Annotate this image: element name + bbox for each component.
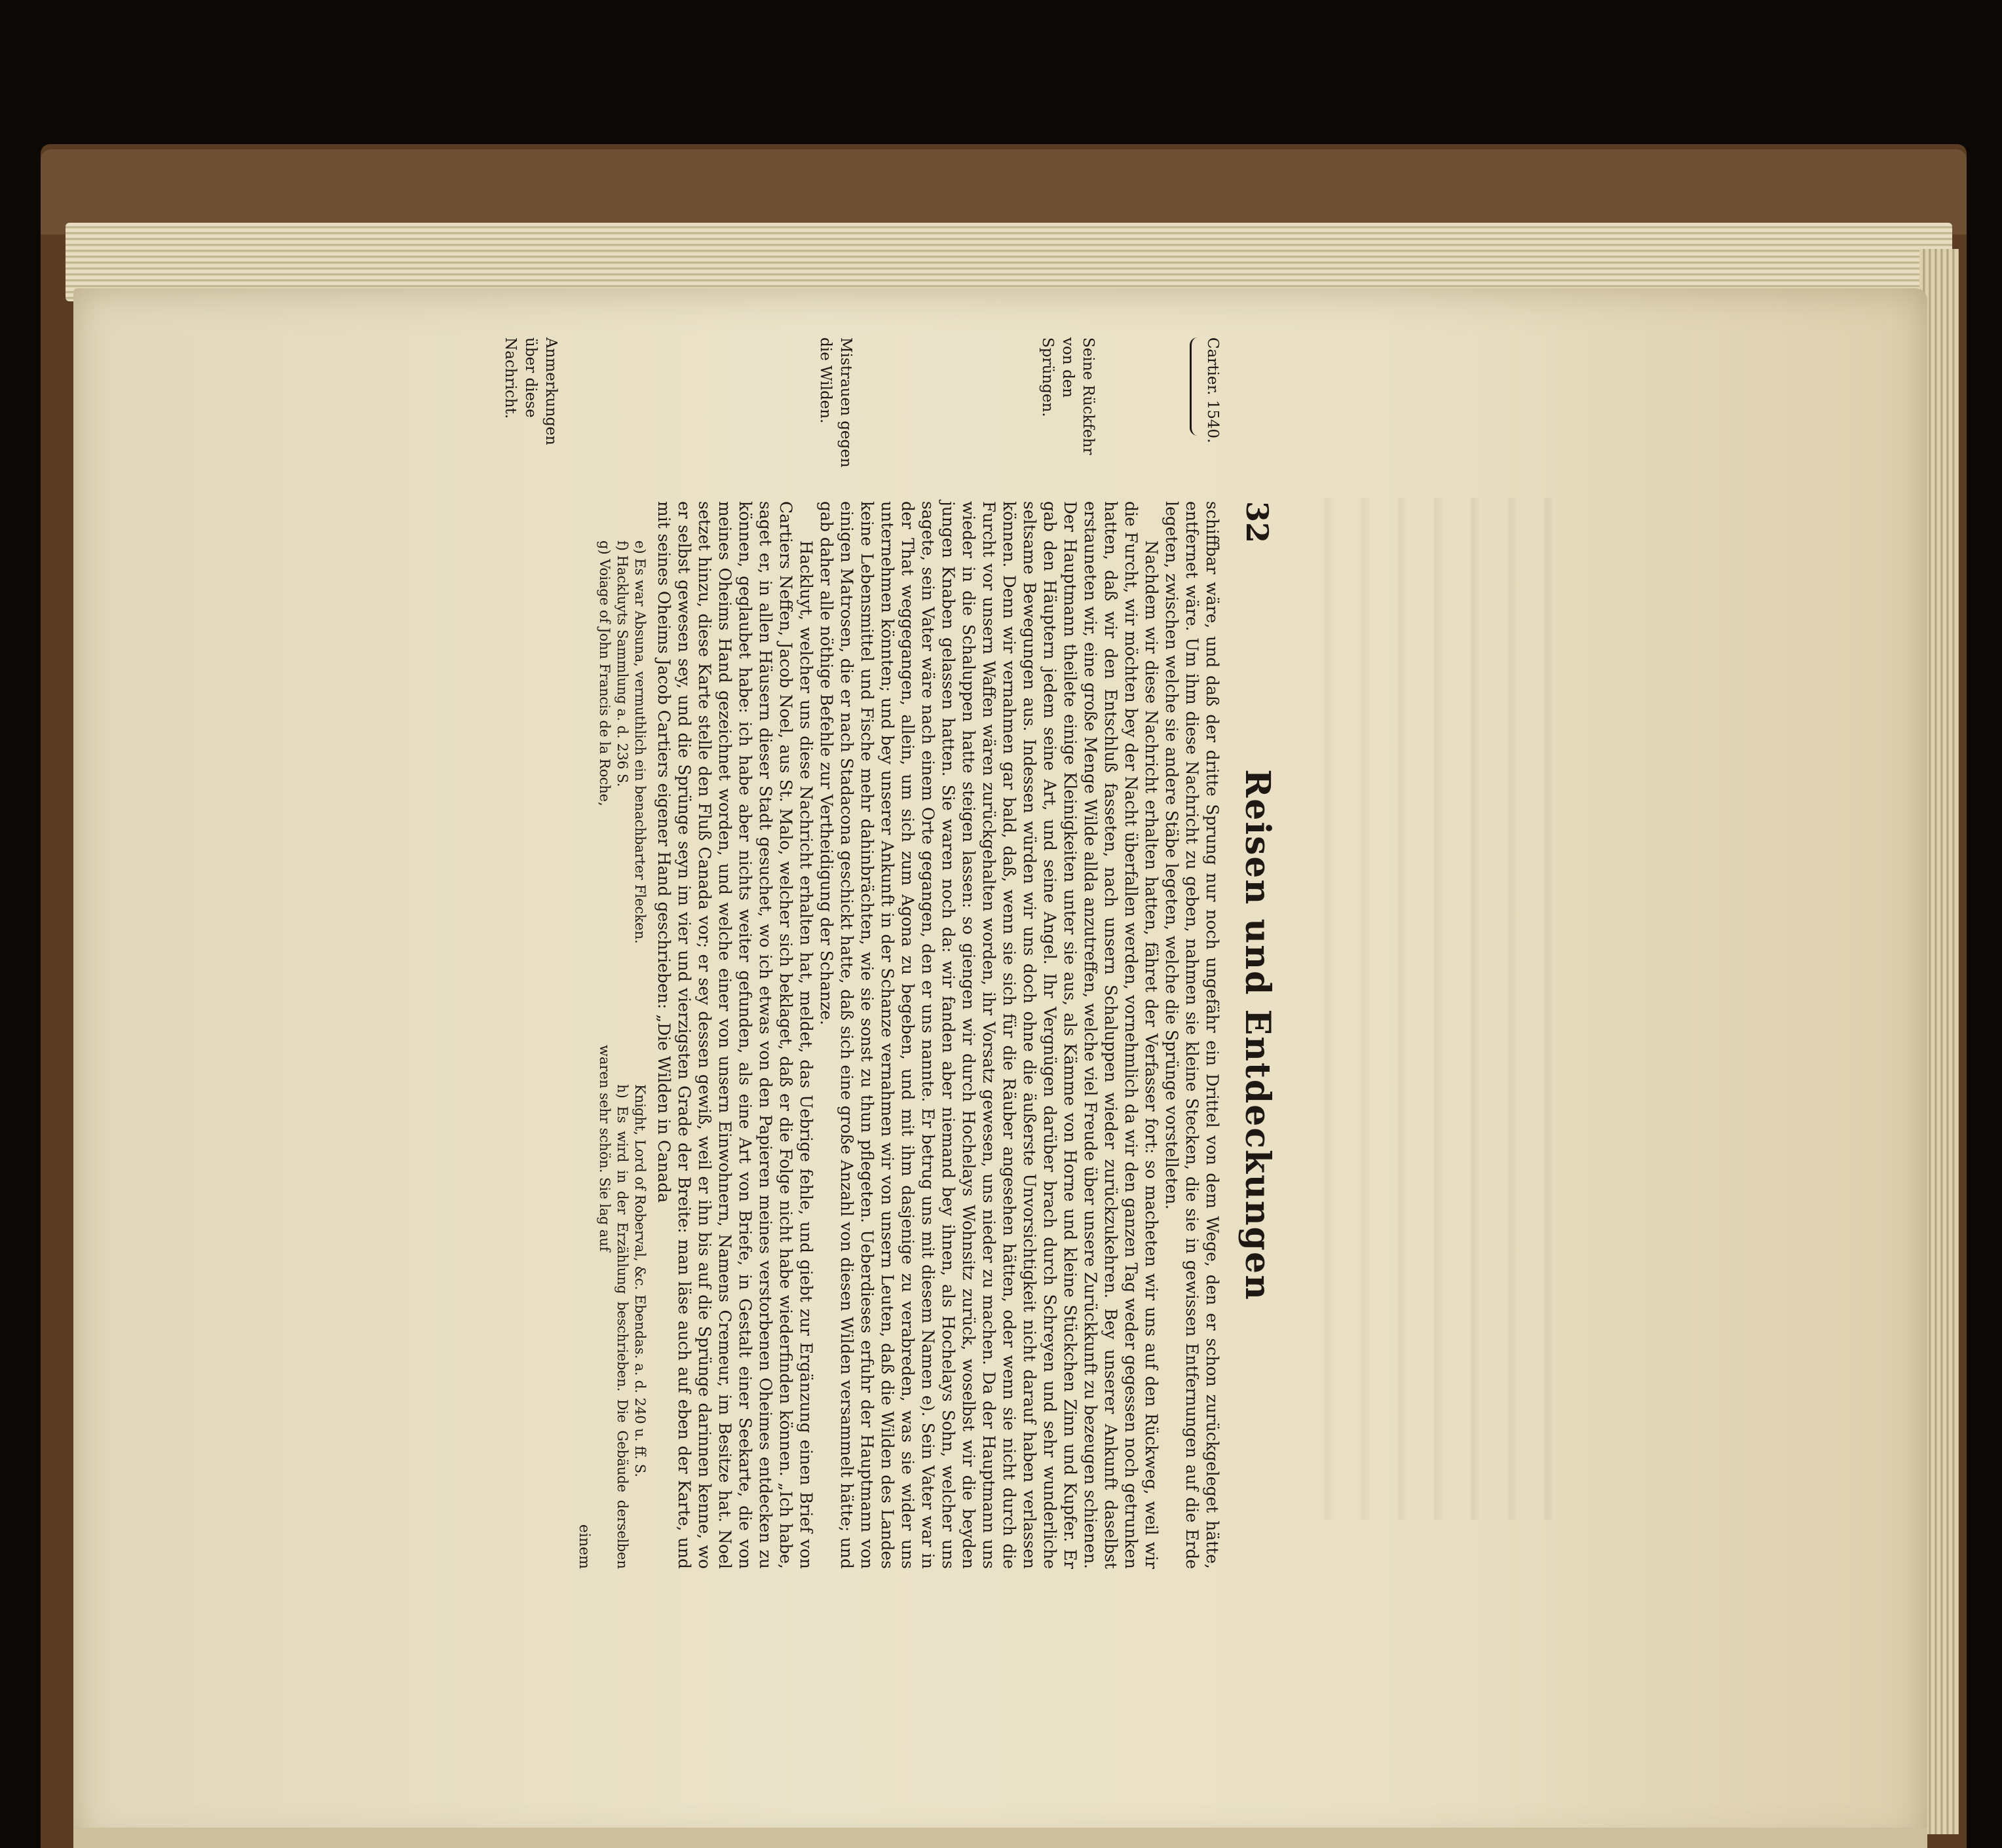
paragraph: schiffbar wäre, und daß der dritte Sprung nur noch ungefähr ein Drittel von dem Wege, den er schon zurückgeleget hätte, entfernet wäre. Um ihm diese Nachricht zu geben, nahmen sie kleine Stecken, die sie in gewissen Entfernungen auf die Erde legeten, zwischen welche sie andere Stäbe legeten, welche die Sprünge vorstelleten. (1162, 501, 1222, 1569)
paragraph: Nachdem wir diese Nachricht erhalten hatten, fähret der Verfasser fort: so macheten wir uns auf den Rückweg, weil wir die Furcht, wir möchten bey der Nacht überfallen werden, vornehmlich da wir den ganzen Tag weder gegessen noch getrunken hatten, daß wir den Entschluß fasseten, nach unsern Schaluppen wieder zurückzukehren. Bey unserer Ankunft daselbst erstauneten wir, eine große Menge Wilde allda anzutreffen, welche viel Freude über unsere Zurückkunft zu bezeugen schienen. Der Hauptmann theilete einige Kleinigkeiten unter sie aus, als Kämme von Horne und kleine Stückchen Zinn und Kupfer. Er gab den Häuptern jedem seine Art, und seine Angel. Ihr Vergnügen darüber brach durch Schreyen und sehr wunderliche seltsame Bewegungen aus. Indessen würden wir uns doch ohne die äußerste Unvorsichtigkeit nicht darauf haben verlassen können. Denn wir vernahmen gar bald, daß, wenn sie sich für die Räuber angesehen hätten, oder wenn sie nicht durch die Furcht vor unsern Waffen wären zurückgehalten worden, ihr Vorsatz gewesen, uns nieder zu machen. Da der Hauptmann uns wieder in die Schaluppen hatte steigen lassen: so giengen wir durch Hochelays Wohnsitz zurück, woselbst wir die beyden jungen Knaben gelassen hatten. Sie waren noch da: wir fanden aber niemand bey ihnen, als Hochelays Sohn, welcher uns sagete, sein Vater wäre nach einem Orte gegangen, den er uns nannte. Er betrug uns mit diesem Namen e). Sein Vater war in der That weggegangen, allein, um sich zum Agona zu begeben, und mit ihm dasjenige zu verabreden, was sie wider uns unternehmen könnten; und bey unserer Ankunft in der Schanze vernahmen wir von unsern Leuten, daß die Wilden des Landes keine Lebensmittel und Fische mehr dahinbrächten, wie sie sonst zu thun pflegeten. Ueberdieses erfuhr der Hauptmann von einigen Matrosen, die er nach Stadacona geschickt hatte, daß sich eine große Anzahl von diesen Wilden versammelt hätte; und gab daher alle nöthige Befehle zur Vertheidigung der Schanze. (817, 501, 1161, 1569)
catchword: einem (576, 1524, 592, 1569)
margin-note-label: Anmerkungen über diese Nachricht. (502, 337, 559, 445)
margin-note-label: Cartier. 1540. (1204, 337, 1221, 443)
brace-mark (1190, 337, 1201, 436)
footnotes-left-column (595, 501, 649, 1025)
margin-note-mistrust (815, 337, 856, 475)
page-number: 32 (1239, 501, 1275, 544)
bleed-through (1297, 498, 1572, 1520)
footnote: e) Es war Absuna, vermuthlich ein benachbarter Flecken. (632, 540, 648, 944)
footnote: h) Es wird in der Erzählung beschrieben. Die Gebäude derselben waren sehr schön. Sie lag auf (597, 1045, 630, 1569)
footnotes-right-column (595, 1045, 649, 1569)
footnotes (595, 501, 649, 1569)
paragraph: Hackluyt, welcher uns diese Nachricht erhalten hat, meldet, das Uebrige fehle, und giebt zur Ergänzung einen Brief von Cartiers Neffen, Jacob Noel, aus St. Malo, welcher sich beklaget, daß er die Folge nicht habe wiederfinden können. „Ich habe, saget er, in allen Häusern dieser Stadt gesuchet, wo ich etwas von den Papieren meines verstorbenen Oheimes entdecken zu können, geglaubet habe: ich habe aber nichts weiter gefunden, als eine Art von Briefe, in Gestalt einer Seekarte, die von meines Oheims Hand gezeichnet worden, und welche einer von unsern Einwohnern, Namens Cremeur, im Besitze hat. Noel setzet hinzu, diese Karte stelle den Fluß Canada vor; er sey dessen gewiß, weil er ihn bis auf die Sprünge darinnen kenne, wo er selbst gewesen sey, und die Sprünge seyn im vier und vierzigsten Grade der Breite: man läse auch auf eben der Karte, und mit seines Oheims Jacob Cartiers eigener Hand geschrieben: „Die Wilden in Canada (654, 501, 816, 1569)
margin-note-year (1190, 337, 1222, 475)
running-title: Reisen und Entdeckungen (1237, 769, 1277, 1301)
footnote: Knight, Lord of Roberval, &c. Ebendas. a. d. 240 u. ff. S. (632, 1084, 648, 1478)
body-text (574, 501, 1222, 1569)
margin-note-return (1037, 337, 1098, 475)
footnote: g) Voiage of John Francis de la Roche, (597, 540, 613, 806)
page-bottom-edge (73, 1828, 1927, 1848)
margin-note-label: Mistrauen gegen die Wilden. (817, 337, 854, 468)
page-text-block (138, 337, 1277, 1589)
margin-note-remarks (500, 337, 561, 475)
page-header (1232, 501, 1277, 1569)
margin-note-label: Seine Rückfehr von den Sprüngen. (1039, 337, 1097, 455)
footnote: f) Hackluyts Sammlung a. d. 236 S. (614, 540, 630, 787)
book-spine-top (41, 149, 1967, 235)
